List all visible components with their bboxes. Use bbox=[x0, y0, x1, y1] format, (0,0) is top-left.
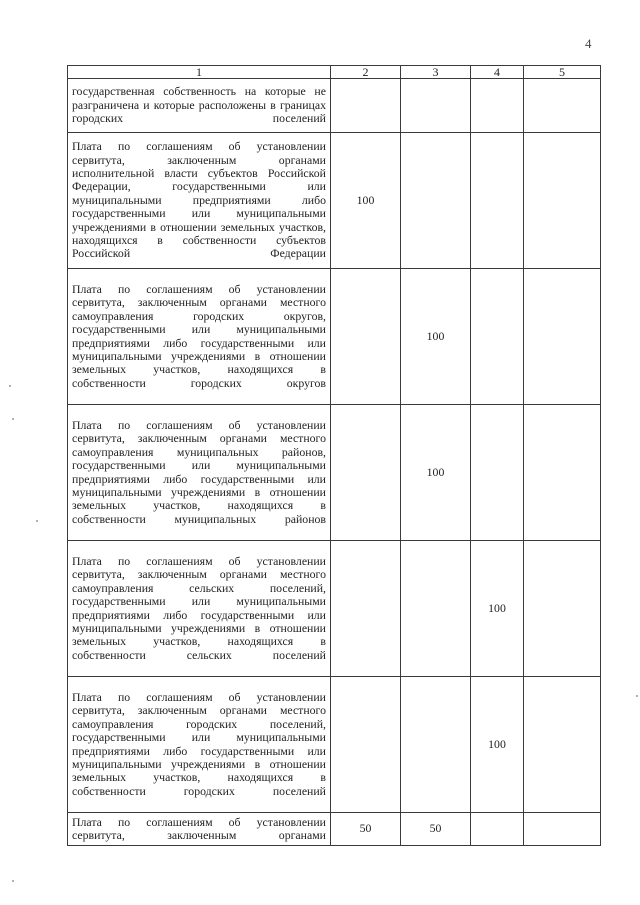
table-row bbox=[68, 677, 601, 813]
cell-col2: 50 bbox=[331, 813, 401, 846]
row-description: Плата по соглашениям об установлении сервитута, заключенным органами исполнительной власти субъектов Российской Федерации, государственными или муниципальными предприятиями либо государственными или муниципальными учреждениями в отношении земельных участков, находящихся в собственности субъектов Российской Федерации bbox=[68, 133, 331, 269]
scan-speck bbox=[636, 695, 638, 697]
cell-col3: 50 bbox=[401, 813, 471, 846]
cell-col2 bbox=[331, 269, 401, 405]
row-description: государственная собственность на которые не разграничена и которые расположены в границах городских поселений bbox=[68, 79, 331, 133]
cell-col4: 100 bbox=[471, 677, 524, 813]
cell-col4 bbox=[471, 133, 524, 269]
cell-col5 bbox=[524, 677, 601, 813]
column-header-5: 5 bbox=[524, 66, 601, 79]
table-row bbox=[68, 541, 601, 677]
scan-speck bbox=[36, 520, 38, 522]
cell-col3 bbox=[401, 541, 471, 677]
scan-speck bbox=[12, 880, 14, 882]
cell-col3 bbox=[401, 133, 471, 269]
scan-speck bbox=[12, 418, 14, 420]
table-row bbox=[68, 813, 601, 846]
table-row bbox=[68, 133, 601, 269]
column-header-3: 3 bbox=[401, 66, 471, 79]
row-description: Плата по соглашениям об установлении сервитута, заключенным органами местного самоуправления городских поселений, государственными или муниципальными предприятиями либо государственными или муниципальными учреждениями в отношении земельных участков, находящихся в собственности городских поселений bbox=[68, 677, 331, 813]
cell-col3 bbox=[401, 677, 471, 813]
scan-speck bbox=[9, 385, 11, 387]
cell-col3 bbox=[401, 79, 471, 133]
revenue-distribution-table bbox=[67, 65, 601, 846]
page-number: 4 bbox=[585, 36, 592, 51]
cell-col2: 100 bbox=[331, 133, 401, 269]
cell-col4: 100 bbox=[471, 541, 524, 677]
row-description: Плата по соглашениям об установлении сервитута, заключенным органами местного самоуправления городских округов, государственными или муниципальными предприятиями либо государственными или муниципальными учреждениями в отношении земельных участков, находящихся в собственности городских округов bbox=[68, 269, 331, 405]
column-header-4: 4 bbox=[471, 66, 524, 79]
row-description: Плата по соглашениям об установлении сервитута, заключенным органами bbox=[68, 813, 331, 846]
row-description: Плата по соглашениям об установлении сервитута, заключенным органами местного самоуправления муниципальных районов, государственными или муниципальными предприятиями либо государственными или муниципальными учреждениями в отношении земельных участков, находящихся в собственности муниципальных районов bbox=[68, 405, 331, 541]
cell-col5 bbox=[524, 133, 601, 269]
cell-col5 bbox=[524, 79, 601, 133]
cell-col2 bbox=[331, 79, 401, 133]
cell-col5 bbox=[524, 541, 601, 677]
cell-col5 bbox=[524, 405, 601, 541]
cell-col4 bbox=[471, 813, 524, 846]
cell-col4 bbox=[471, 269, 524, 405]
cell-col3: 100 bbox=[401, 269, 471, 405]
cell-col5 bbox=[524, 269, 601, 405]
cell-col2 bbox=[331, 541, 401, 677]
row-description: Плата по соглашениям об установлении сервитута, заключенным органами местного самоуправления сельских поселений, государственными или муниципальными предприятиями либо государственными или муниципальными учреждениями в отношении земельных участков, находящихся в собственности сельских поселений bbox=[68, 541, 331, 677]
table-row bbox=[68, 405, 601, 541]
cell-col4 bbox=[471, 405, 524, 541]
cell-col3: 100 bbox=[401, 405, 471, 541]
table-row bbox=[68, 269, 601, 405]
cell-col2 bbox=[331, 405, 401, 541]
cell-col2 bbox=[331, 677, 401, 813]
cell-col4 bbox=[471, 79, 524, 133]
column-header-2: 2 bbox=[331, 66, 401, 79]
table-row bbox=[68, 79, 601, 133]
column-header-1: 1 bbox=[68, 66, 331, 79]
table-header-row bbox=[68, 66, 601, 79]
cell-col5 bbox=[524, 813, 601, 846]
